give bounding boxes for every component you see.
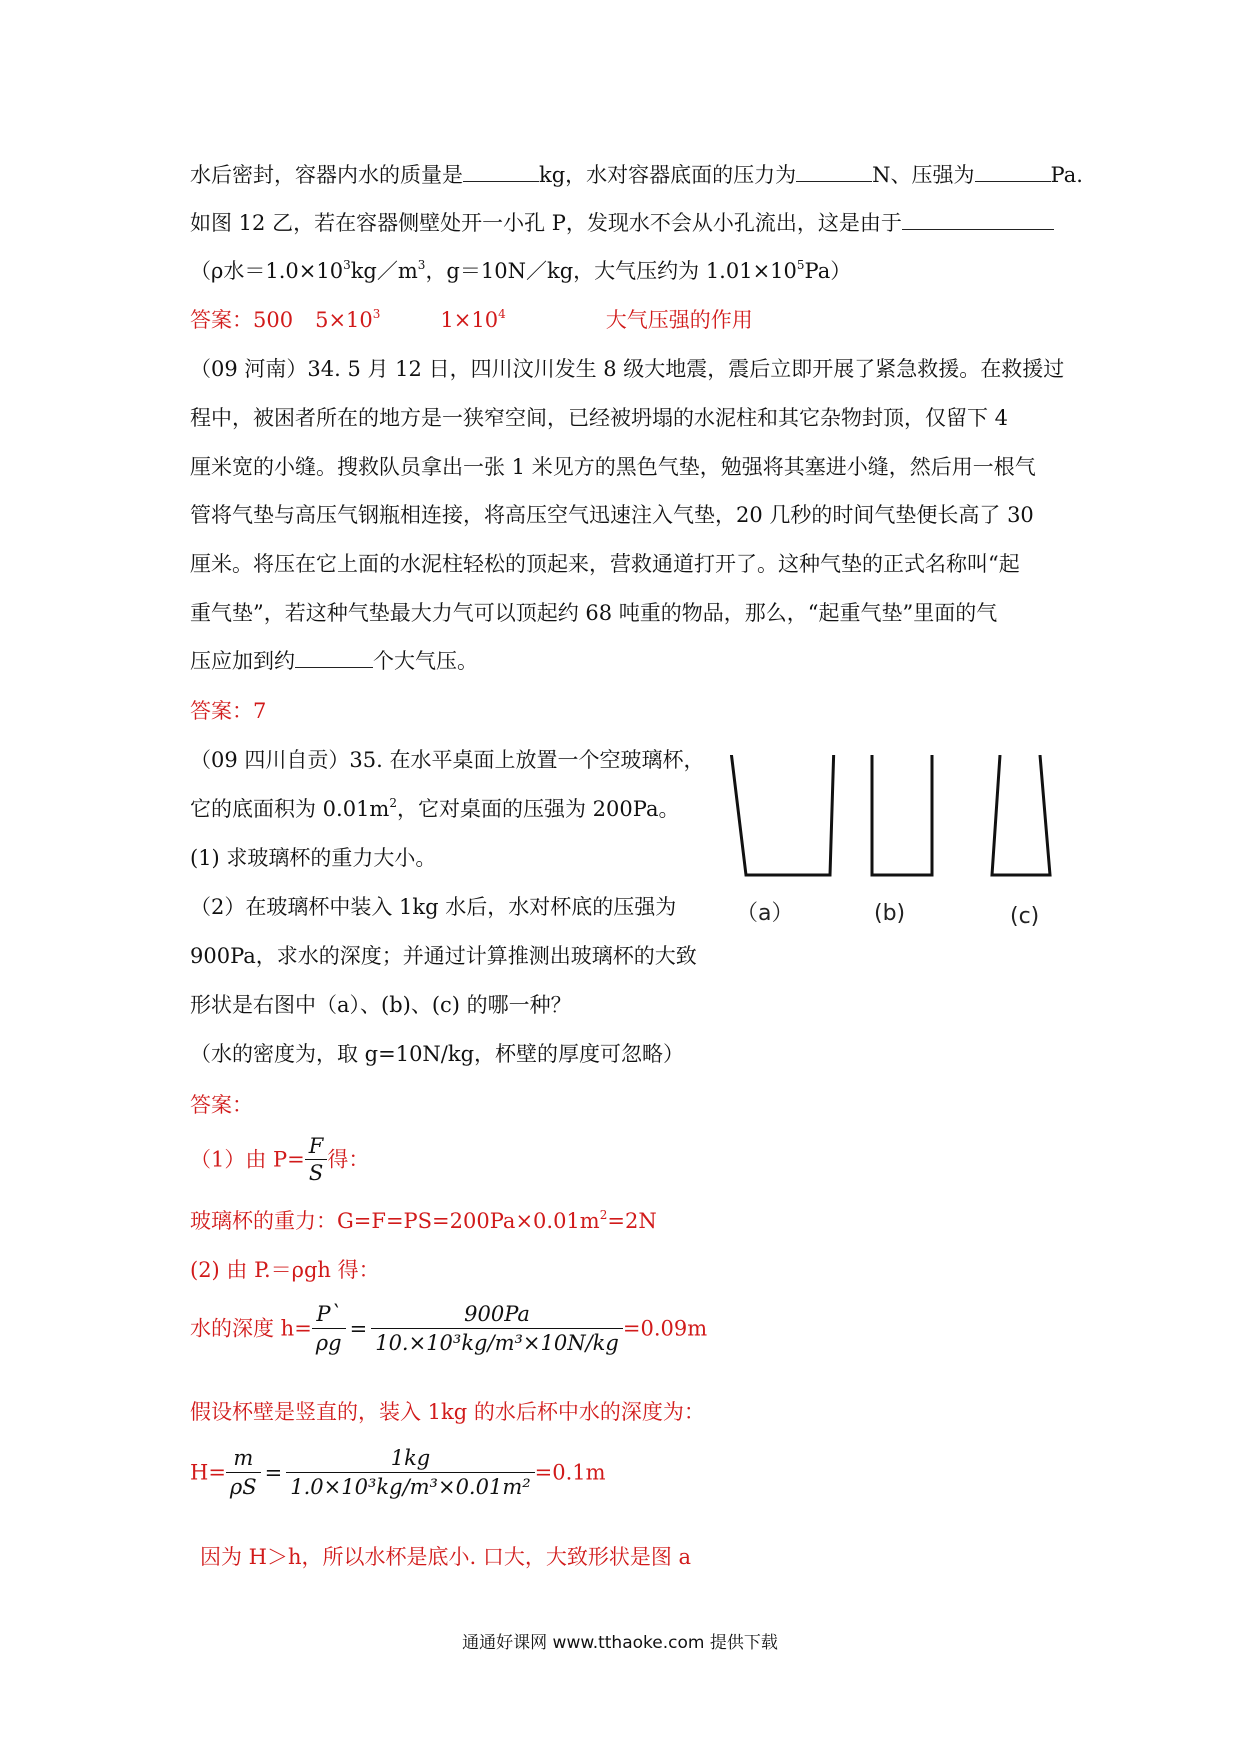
text: 压应加到约 bbox=[190, 649, 295, 673]
equals: = bbox=[349, 1316, 368, 1341]
numerator: 900Pa bbox=[464, 1302, 530, 1326]
text: 它的底面积为 0.01m bbox=[190, 797, 390, 821]
answer-value: 大气压强的作用 bbox=[605, 308, 753, 332]
p3-line-2 bbox=[190, 794, 679, 824]
p2-line-1: （09 河南）34. 5 月 12 日，四川汶川发生 8 级大地震，震后立即开展了紧急救援。在救援过 bbox=[190, 357, 1065, 381]
p2-line-7 bbox=[190, 646, 478, 676]
p2-line-6: 重气垫”，若这种气垫最大力气可以顶起约 68 吨重的物品，那么，“起重气垫”里面的气 bbox=[190, 601, 998, 625]
text: 得： bbox=[327, 1147, 370, 1172]
solution-step-7: 因为 H＞h，所以水杯是底小. 口大，大致形状是图 a bbox=[200, 1545, 692, 1569]
p2-line-5: 厘米。将压在它上面的水泥柱轻松的顶起来，营救通道打开了。这种气垫的正式名称叫“起 bbox=[190, 552, 1020, 576]
denominator: 10.×10³kg/m³×10N/kg bbox=[371, 1328, 623, 1357]
p2-line-3: 厘米宽的小缝。搜救队员拿出一张 1 米见方的黑色气垫，勉强将其塞进小缝，然后用一根气 bbox=[190, 455, 1036, 479]
p2-line-4: 管将气垫与高压气钢瓶相连接，将高压空气迅速注入气垫，20 几秒的时间气垫便长高了 30 bbox=[190, 503, 1034, 527]
p3-line-3: (1) 求玻璃杯的重力大小。 bbox=[190, 846, 437, 870]
exponent: 3 bbox=[417, 258, 426, 272]
fraction-f-over-s bbox=[305, 1133, 328, 1186]
denominator: S bbox=[305, 1159, 328, 1186]
exponent: 3 bbox=[343, 258, 351, 272]
denominator: 1.0×10³kg/m³×0.01m² bbox=[286, 1472, 534, 1501]
text: 如图 12 乙，若在容器侧壁处开一小孔 P，发现水不会从小孔流出，这是由于 bbox=[190, 211, 902, 235]
answer-value: 1×10 bbox=[440, 308, 499, 332]
exponent: 3 bbox=[372, 307, 381, 321]
text: =0.1m bbox=[534, 1460, 606, 1485]
page-footer: 通通好课网 www.tthaoke.com 提供下载 bbox=[462, 1633, 778, 1653]
text: kg／m bbox=[350, 259, 418, 283]
text: Pa） bbox=[804, 259, 852, 283]
cup-shape-a bbox=[730, 755, 834, 875]
fraction-1kg bbox=[286, 1444, 534, 1501]
p1-line-3 bbox=[190, 256, 851, 286]
p3-line-6: 形状是右图中（a）、(b)、(c) 的哪一种？ bbox=[190, 993, 572, 1017]
text: 水的深度 h= bbox=[190, 1316, 312, 1341]
p1-line-1 bbox=[190, 160, 1083, 190]
answer-value: 5×10 bbox=[315, 308, 373, 332]
p3-line-5: 900Pa，求水的深度；并通过计算推测出玻璃杯的大致 bbox=[190, 944, 697, 968]
text: =0.09m bbox=[622, 1316, 708, 1341]
exponent: 2 bbox=[389, 796, 397, 810]
solution-step-4 bbox=[190, 1300, 707, 1357]
text: ，g＝10N／kg，大气压约为 1.01×10 bbox=[425, 259, 797, 283]
text: （ρ水＝1.0×10 bbox=[190, 259, 344, 283]
equals: = bbox=[264, 1460, 283, 1485]
text: ，它对桌面的压强为 200Pa。 bbox=[397, 797, 680, 821]
text: N、压强为 bbox=[872, 163, 975, 187]
exponent: 5 bbox=[796, 258, 805, 272]
solution-step-2 bbox=[190, 1206, 657, 1236]
solution-step-3: (2) 由 P.＝ρgh 得： bbox=[190, 1258, 380, 1282]
cup-shape-c bbox=[992, 755, 1050, 875]
text: kg，水对容器底面的压力为 bbox=[539, 163, 797, 187]
cup-shapes-figure bbox=[720, 755, 1060, 885]
answer-blank bbox=[295, 647, 373, 668]
text: 水后密封，容器内水的质量是 bbox=[190, 163, 463, 187]
p3-line-1: （09 四川自贡）35. 在水平桌面上放置一个空玻璃杯， bbox=[190, 748, 705, 772]
exponent: 2 bbox=[599, 1208, 608, 1222]
answer-blank bbox=[902, 209, 1054, 230]
p1-line-2 bbox=[190, 208, 1054, 238]
solution-step-6 bbox=[190, 1444, 606, 1501]
text: Pa. bbox=[1050, 163, 1083, 187]
numerator: m bbox=[233, 1446, 254, 1470]
p3-line-7: （水的密度为，取 g=10N/kg，杯壁的厚度可忽略） bbox=[190, 1042, 685, 1066]
fraction-900pa bbox=[371, 1300, 623, 1357]
text: 玻璃杯的重力：G=F=PS=200Pa×0.01m bbox=[190, 1209, 600, 1233]
answer-blank bbox=[796, 161, 872, 182]
exponent: 4 bbox=[498, 307, 506, 321]
figure-label-c: (c) bbox=[1010, 904, 1040, 929]
figure-label-a: （a） bbox=[736, 901, 794, 926]
text: 个大气压。 bbox=[373, 649, 478, 673]
p2-answer: 答案：7 bbox=[190, 699, 267, 723]
text: =2N bbox=[607, 1209, 657, 1233]
denominator: ρg bbox=[312, 1328, 346, 1357]
answer-label: 答案：500 bbox=[190, 308, 294, 332]
solution-step-5: 假设杯壁是竖直的，装入 1kg 的水后杯中水的深度为： bbox=[190, 1400, 705, 1424]
p1-answer bbox=[190, 305, 753, 335]
answer-blank bbox=[463, 161, 539, 182]
fraction-p-over-rho-g bbox=[312, 1300, 346, 1357]
fraction-m-over-rho-s bbox=[226, 1444, 261, 1501]
solution-step-1 bbox=[190, 1133, 369, 1186]
text: （1）由 P= bbox=[190, 1147, 305, 1172]
figure-label-b: (b) bbox=[874, 901, 906, 926]
numerator: F bbox=[308, 1134, 324, 1158]
p3-answer-label: 答案： bbox=[190, 1093, 253, 1117]
cup-shape-b bbox=[872, 755, 932, 875]
numerator: 1kg bbox=[390, 1446, 431, 1470]
p2-line-2: 程中，被困者所在的地方是一狭窄空间，已经被坍塌的水泥柱和其它杂物封顶，仅留下 4 bbox=[190, 406, 1009, 430]
denominator: ρS bbox=[226, 1472, 261, 1501]
p3-line-4: （2）在玻璃杯中装入 1kg 水后，水对杯底的压强为 bbox=[190, 895, 677, 919]
answer-blank bbox=[975, 161, 1051, 182]
numerator: P` bbox=[316, 1302, 342, 1326]
text: H= bbox=[190, 1460, 226, 1485]
